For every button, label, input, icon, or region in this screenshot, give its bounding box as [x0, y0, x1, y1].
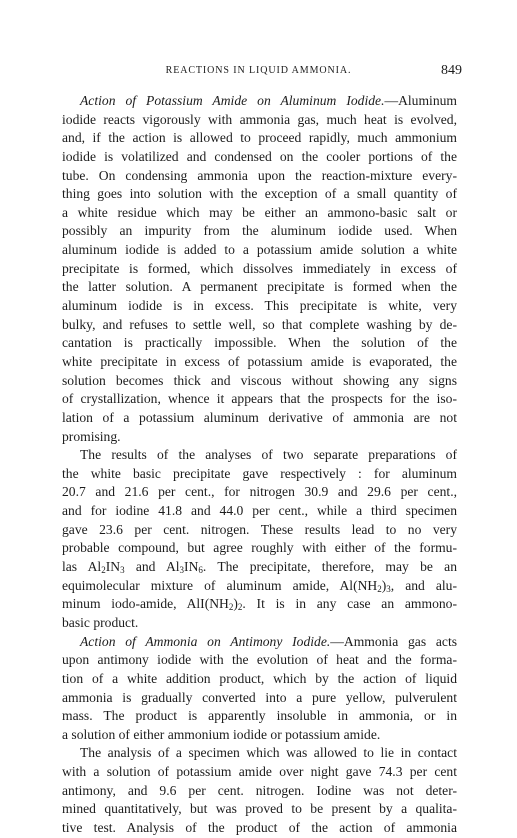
text-line: mined quantitatively, but was proved to be present by a qualita-: [62, 801, 457, 817]
body-text: [62, 92, 457, 838]
text-line: gave 23.6 per cent. nitrogen. These results lead to no very: [62, 521, 457, 537]
text-line: bulky, and refuses to settle well, so that complete washing by de-: [62, 316, 457, 332]
text-line: a solution of either ammonium iodide or potassium amide.: [62, 726, 381, 742]
text-line: and, if the action is allowed to proceed rapidly, much ammonium: [62, 130, 457, 146]
text-line: with a solution of potassium amide over night gave 74.3 per cent: [62, 764, 457, 780]
text-line: equimolecular mixture of aluminum amide, $Al(NH_2)_3$, and alu-: [62, 577, 457, 594]
text-line: precipitate is formed, which dissolves immediately in excess of: [62, 260, 457, 276]
text-line: ammonia is gradually converted into a pure yellow, pulverulent: [62, 689, 457, 705]
text-line: minum iodo-amide, $AlI(NH_2)_2$. It is in any case an ammono-: [62, 596, 457, 613]
text-line: basic product.: [62, 614, 139, 630]
text-line: cantation is practically impossible. When the solution of the: [62, 335, 457, 351]
text-line: aluminum iodide is in excess. This precipitate is white, very: [62, 298, 457, 314]
text-line: the white basic precipitate gave respectively : for aluminum: [62, 465, 457, 481]
text-line: Action of Ammonia on Antimony Iodide.—Ammonia gas acts: [80, 633, 458, 649]
text-line: white precipitate in excess of potassium amide is evaporated, the: [62, 353, 457, 369]
text-line: tive test. Analysis of the product of the action of ammonia: [62, 819, 457, 835]
text-line: and for iodine 41.8 and 44.0 per cent., while a third specimen: [62, 503, 457, 519]
text-line: tion of a white addition product, which by the action of liquid: [62, 670, 457, 686]
text-line: of crystallization, whence it appears that the prospects for the iso-: [62, 391, 457, 407]
text-line: possibly an impurity from the aluminum iodide used. When: [62, 223, 457, 239]
running-head: [0, 62, 517, 80]
text-line: upon antimony iodide with the evolution of heat and the forma-: [62, 652, 457, 668]
running-title: REACTIONS IN LIQUID AMMONIA.: [165, 65, 352, 76]
text-line: probable compound, but agree roughly with either of the formu-: [62, 540, 457, 556]
text-line: iodide reacts vigorously with ammonia gas, much heat is evolved,: [62, 111, 457, 127]
text-line: Action of Potassium Amide on Aluminum Iodide.—Aluminum: [80, 93, 457, 108]
text-line: tube. On condensing ammonia upon the reaction-mixture every-: [62, 167, 457, 183]
text-line: iodide is volatilized and condensed on the cooler portions of the: [62, 148, 457, 164]
text-line: lation of a potassium aluminum derivative of ammonia are not: [62, 409, 457, 425]
text-line: antimony, and 9.6 per cent. nitrogen. Iodine was not deter-: [62, 782, 457, 798]
text-line: las $Al_2IN_3$ and $Al_3IN_6$. The precipitate, therefore, may be an: [62, 559, 457, 576]
text-line: solution becomes thick and viscous without showing any signs: [62, 372, 457, 388]
text-line: a white residue which may be either an ammono-basic salt or: [62, 204, 457, 220]
text-line: mass. The product is apparently insoluble in ammonia, or in: [62, 708, 457, 724]
text-line: The analysis of a specimen which was allowed to lie in contact: [80, 745, 457, 761]
text-line: thing goes into solution with the exception of a small quantity of: [62, 186, 457, 202]
text-line: 20.7 and 21.6 per cent., for nitrogen 30.9 and 29.6 per cent.,: [62, 484, 457, 500]
text-line: the latter solution. A permanent precipitate is formed when the: [62, 279, 457, 295]
text-line: aluminum iodide is added to a potassium amide solution a white: [62, 242, 457, 258]
page-number: 849: [441, 63, 462, 78]
text-line: promising.: [62, 428, 121, 444]
text-line: The results of the analyses of two separate preparations of: [80, 447, 457, 463]
